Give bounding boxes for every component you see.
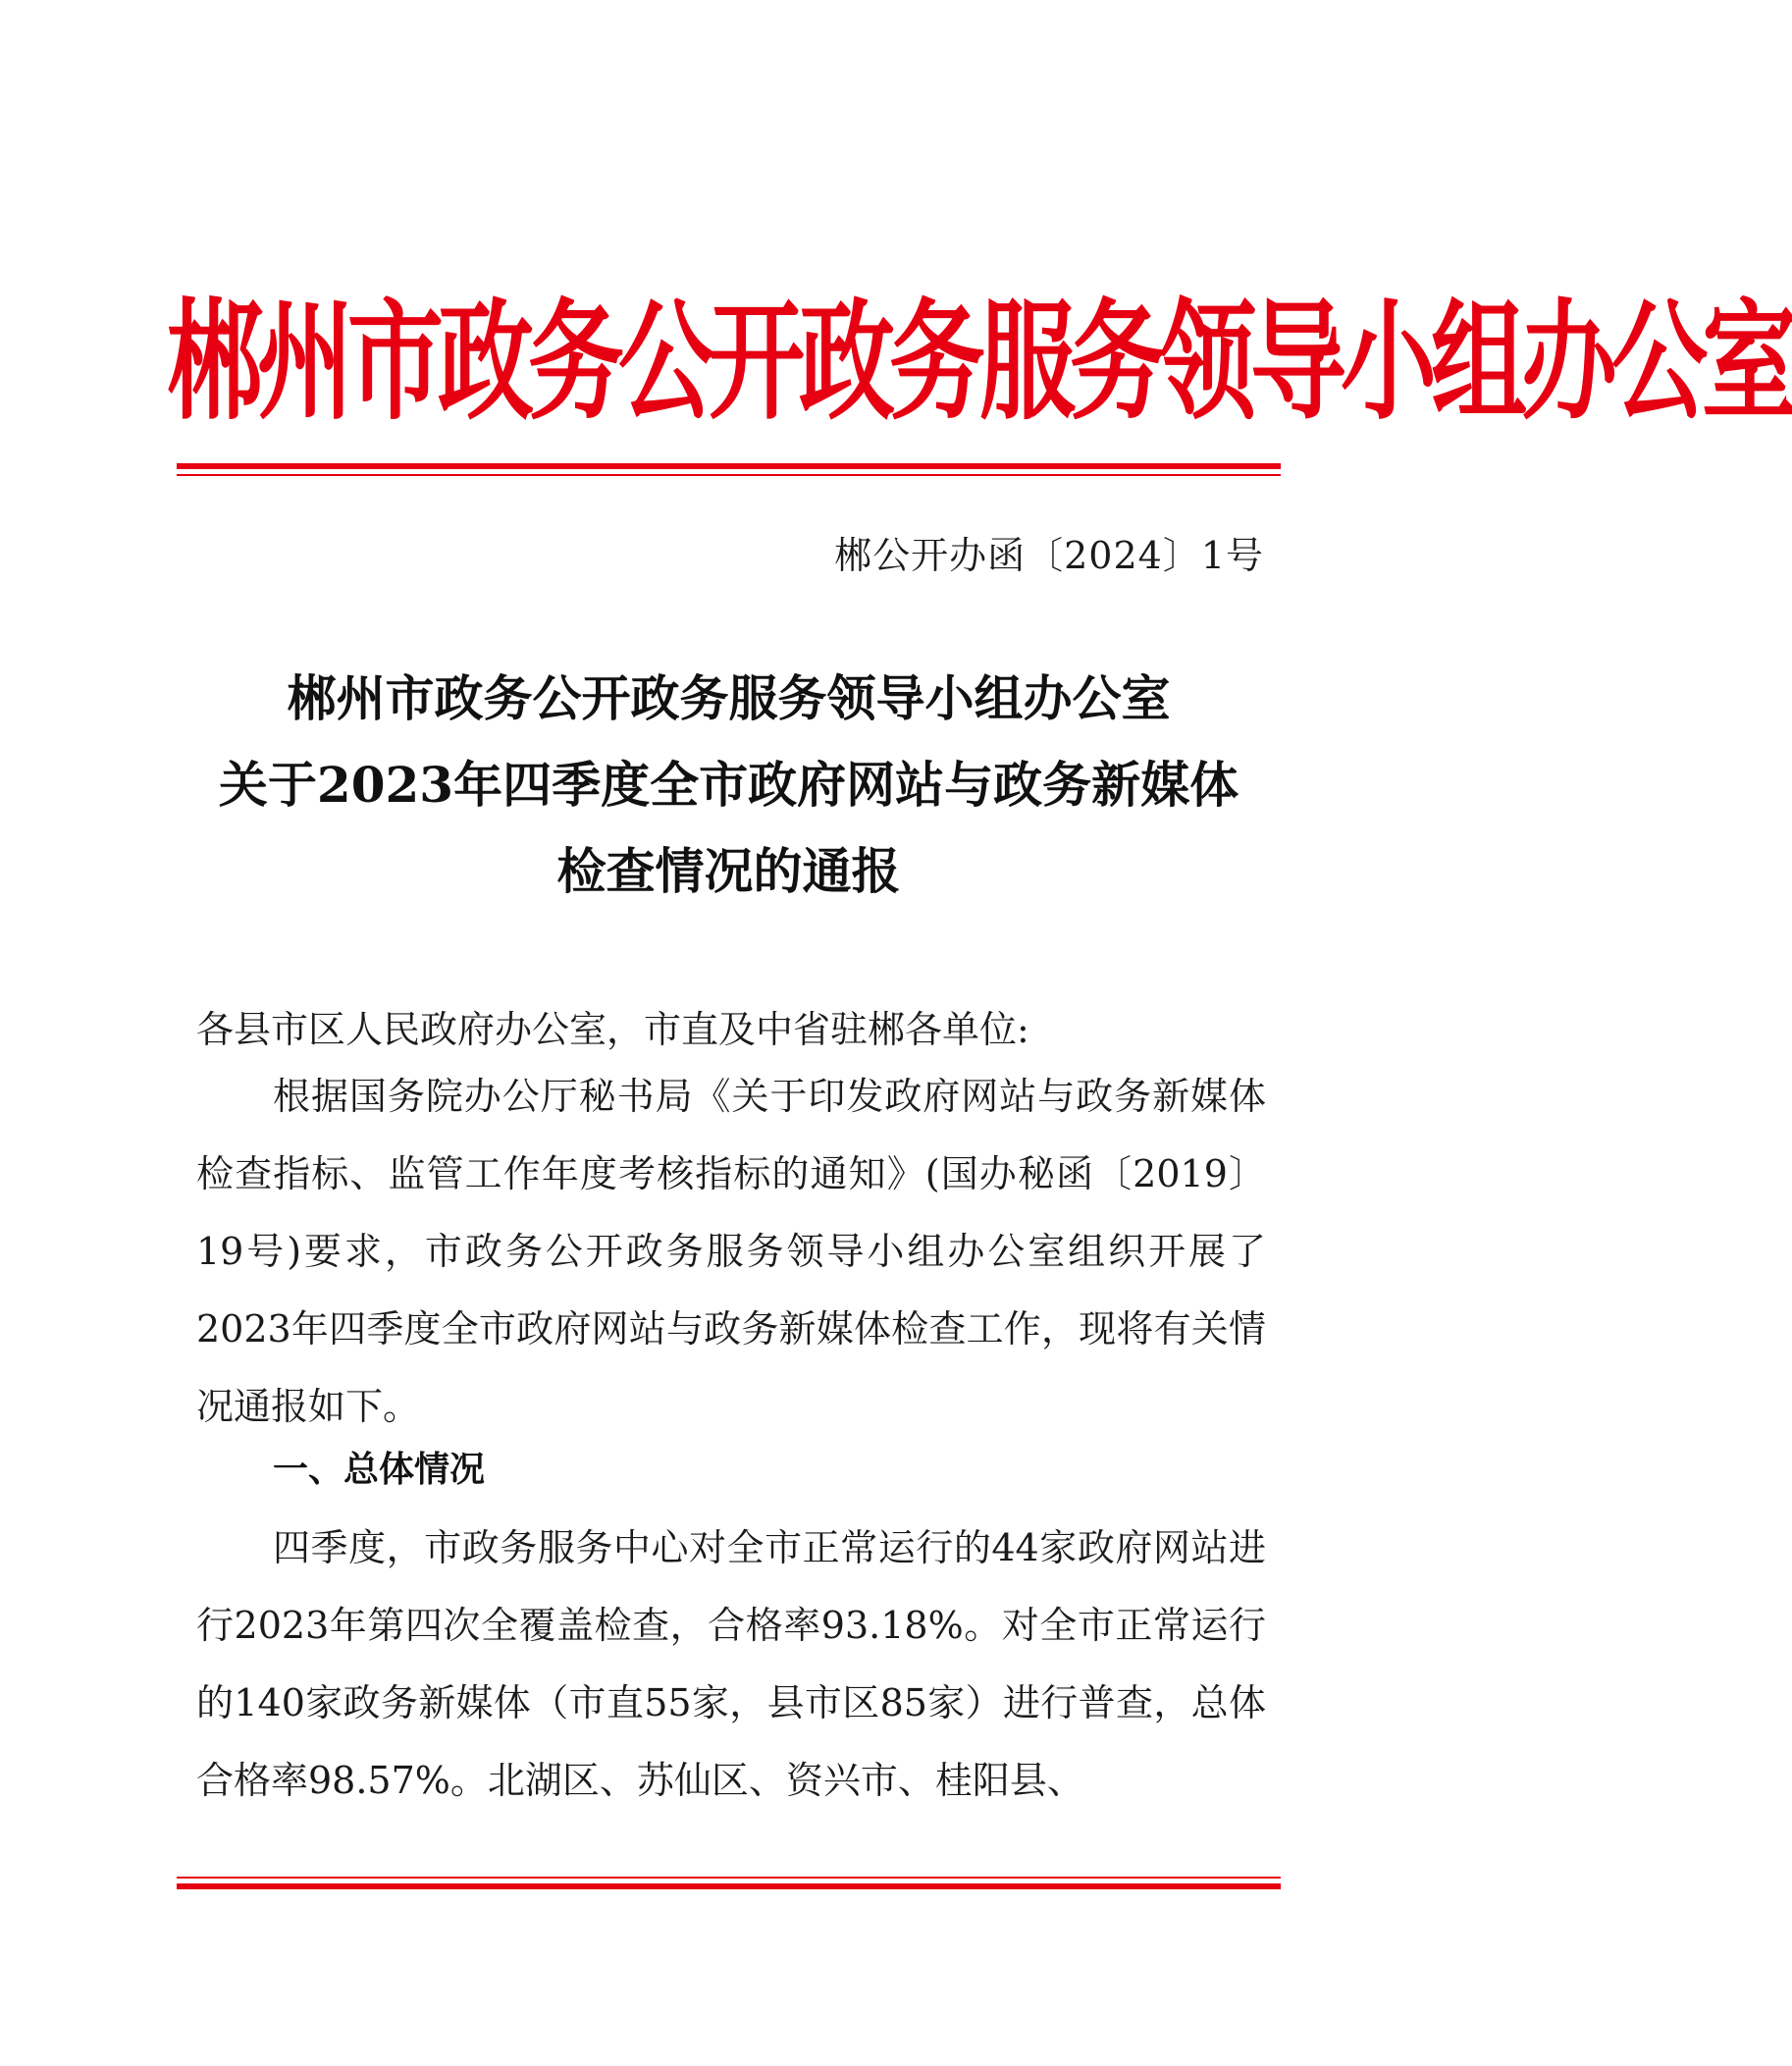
section-heading-overall: 一、总体情况	[273, 1450, 486, 1490]
title-line-1: 郴州市政务公开政务服务领导小组办公室	[287, 669, 1171, 727]
document-title	[177, 656, 1281, 915]
body-paragraph-intro: 根据国务院办公厅秘书局《关于印发政府网站与政务新媒体检查指标、监管工作年度考核指标的通知》(国办秘函〔2019〕19号)要求，市政务公开政务服务领导小组办公室组织开展了2023年四季度全市政府网站与政务新媒体检查工作，现将有关情况通报如下。	[196, 1075, 1266, 1428]
salutation: 各县市区人民政府办公室，市直及中省驻郴各单位:	[196, 1008, 1029, 1051]
title-line-3: 检查情况的通报	[556, 842, 901, 900]
body-paragraph-overall: 四季度，市政务服务中心对全市正常运行的44家政府网站进行2023年第四次全覆盖检查，合格率93.18%。对全市正常运行的140家政务新媒体（市直55家，县市区85家）进行普查，总体合格率98.57%。北湖区、苏仙区、资兴市、桂阳县、	[196, 1526, 1266, 1802]
document-number: 郴公开办函〔2024〕1号	[834, 534, 1264, 577]
letterhead-rule-thick	[177, 463, 1281, 469]
footer-rule-thick	[177, 1883, 1281, 1889]
letterhead-title: 郴州市政务公开政务服务领导小组办公室	[167, 286, 1792, 439]
footer-rule-thin	[177, 1877, 1281, 1879]
title-line-2: 关于2023年四季度全市政府网站与政务新媒体	[218, 756, 1239, 814]
letterhead-rule-thin	[177, 474, 1281, 476]
